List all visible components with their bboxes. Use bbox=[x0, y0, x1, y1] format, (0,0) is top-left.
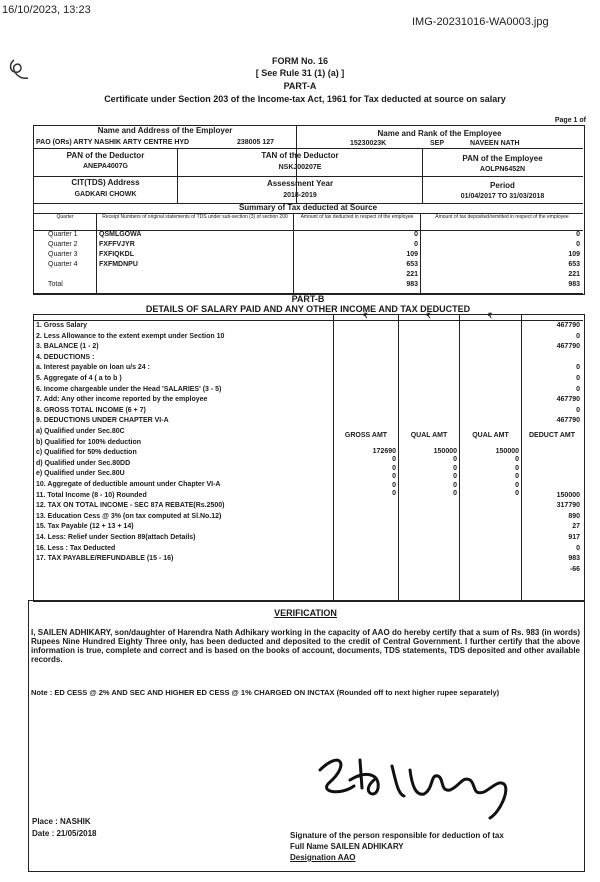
employee-name: NAVEEN NATH bbox=[470, 140, 520, 147]
deduction-qual2-value: 0 bbox=[515, 473, 519, 480]
rupee-2: ₹ bbox=[426, 313, 431, 320]
cit-value: GADKARI CHOWK bbox=[74, 191, 137, 198]
employee-rank: SEP bbox=[430, 140, 445, 147]
pen-scribble-icon bbox=[4, 52, 44, 86]
employer-code: 238005 127 bbox=[237, 139, 274, 146]
pan-deductor-value: ANEPA4007G bbox=[82, 163, 128, 170]
summary-deposited: 0 bbox=[576, 241, 580, 248]
salary-row-value: 983 bbox=[568, 555, 580, 562]
summary-receipt: FXFFVJYR bbox=[99, 241, 135, 248]
salary-row-label: d) Qualified under Sec.80DD bbox=[36, 460, 131, 467]
deduction-qual1-value: 0 bbox=[453, 473, 457, 480]
salary-row-label: 17. TAX PAYABLE/REFUNDABLE (15 - 16) bbox=[36, 555, 174, 562]
deduction-qual1-value: 0 bbox=[453, 456, 457, 463]
salary-row-value: 317790 bbox=[556, 502, 580, 509]
deduction-gross-value: 0 bbox=[392, 456, 396, 463]
deduction-gross-value: 0 bbox=[392, 482, 396, 489]
summary-receipt: FXFIQKDL bbox=[99, 251, 134, 258]
deduct-amt-header: DEDUCT AMT bbox=[528, 432, 575, 439]
salary-row-label: 14. Less: Relief under Section 89(attach Details) bbox=[36, 534, 196, 541]
summary-quarter: Quarter 1 bbox=[48, 231, 78, 238]
deduction-qual1-value: 0 bbox=[453, 490, 457, 497]
salary-row-label: 5. Aggregate of 4 ( a to b ) bbox=[36, 375, 122, 382]
file-name: IMG-20231016-WA0003.jpg bbox=[412, 16, 549, 28]
salary-row-label: a) Qualified under Sec.80C bbox=[36, 428, 125, 435]
summary-deposited: 109 bbox=[568, 251, 580, 258]
salary-row-value: 467790 bbox=[556, 396, 580, 403]
salary-row-value: 27 bbox=[572, 523, 580, 530]
part-b-title: PART-B bbox=[291, 294, 325, 304]
signature-label: Signature of the person responsible for deduction of tax bbox=[290, 831, 504, 840]
salary-row-value: 150000 bbox=[556, 492, 580, 499]
deduction-gross-value: 0 bbox=[392, 465, 396, 472]
summary-quarter: Total bbox=[48, 281, 63, 288]
salary-row-label: a. Interest payable on loan u/s 24 : bbox=[36, 364, 150, 371]
deduction-qual1-value: 150000 bbox=[433, 448, 457, 455]
employee-id: 15230023K bbox=[350, 140, 387, 147]
summary-quarter: Quarter 4 bbox=[48, 261, 78, 268]
summary-deducted: 109 bbox=[406, 251, 418, 258]
summary-deposited: 983 bbox=[568, 281, 580, 288]
deduction-qual2-value: 150000 bbox=[495, 448, 519, 455]
tan-deductor-label: TAN of the Deductor bbox=[261, 151, 339, 160]
salary-row-label: 7. Add: Any other income reported by the employee bbox=[36, 396, 208, 403]
col-quarter: Quarter bbox=[56, 214, 74, 220]
employee-label: Name and Rank of the Employee bbox=[377, 129, 502, 138]
gross-amt-header: GROSS AMT bbox=[344, 432, 388, 439]
salary-row-value: 890 bbox=[568, 513, 580, 520]
salary-row-value: 0 bbox=[576, 364, 580, 371]
pan-employee-value: AOLPN6452N bbox=[479, 166, 526, 173]
part-b-subtitle: DETAILS OF SALARY PAID AND ANY OTHER INCOME AND TAX DEDUCTED bbox=[145, 304, 471, 314]
salary-row-label: 8. GROSS TOTAL INCOME (6 + 7) bbox=[36, 407, 146, 414]
salary-row-value: 0 bbox=[576, 375, 580, 382]
salary-row-label: 4. DEDUCTIONS : bbox=[36, 354, 95, 361]
period-value: 01/04/2017 TO 31/03/2018 bbox=[460, 193, 545, 200]
deduction-qual2-value: 0 bbox=[515, 482, 519, 489]
summary-deducted: 0 bbox=[414, 231, 418, 238]
summary-quarter: Quarter 3 bbox=[48, 251, 78, 258]
col-receipt: Receipt Numbers of original statements of TDS under sub-section (3) of section 200 bbox=[102, 214, 288, 220]
summary-quarter: Quarter 2 bbox=[48, 241, 78, 248]
summary-deposited: 221 bbox=[568, 271, 580, 278]
rupee-1: ₹ bbox=[363, 313, 368, 320]
salary-row-label: 16. Less : Tax Deducted bbox=[36, 545, 116, 552]
assessment-year-value: 2018-2019 bbox=[283, 192, 317, 199]
summary-receipt: FXFMDNPU bbox=[99, 261, 138, 268]
verification-title: VERIFICATION bbox=[274, 608, 337, 618]
salary-row-label: b) Qualified for 100% deduction bbox=[36, 439, 142, 446]
salary-row-label: c) Qualified for 50% deduction bbox=[36, 449, 137, 456]
salary-row-value: 0 bbox=[576, 407, 580, 414]
deduction-gross-value: 0 bbox=[392, 473, 396, 480]
salary-row-label: 11. Total Income (8 - 10) Rounded bbox=[36, 492, 147, 499]
salary-row-label: 3. BALANCE (1 - 2) bbox=[36, 343, 99, 350]
verification-text: I, SAILEN ADHIKARY, son/daughter of Harendra Nath Adhikary working in the capacity of AAO do hereby certify that a sum of Rs. 983 (in words) Rupees Nine Hundred Eighty Three only, has been deducted and deposited to the credit of Central Government. I further certify that the above information is true, complete and correct and is based on the books of account, documents, TDS statements, TDS deposited and other available records. bbox=[31, 628, 580, 664]
summary-title: Summary of Tax deducted at Source bbox=[238, 203, 378, 212]
salary-row-value: 467790 bbox=[556, 322, 580, 329]
salary-row-label: 15. Tax Payable (12 + 13 + 14) bbox=[36, 523, 134, 530]
salary-row-value: 0 bbox=[576, 386, 580, 393]
form-rule: [ See Rule 31 (1) (a) ] bbox=[255, 68, 345, 78]
deduction-qual1-value: 0 bbox=[453, 465, 457, 472]
salary-row-value: 467790 bbox=[556, 343, 580, 350]
col-deposited: Amount of tax deposited/remitted in respect of the employee bbox=[435, 214, 569, 220]
designation: Designation AAO bbox=[290, 853, 356, 862]
summary-deducted: 0 bbox=[414, 241, 418, 248]
salary-row-label: 2. Less Allowance to the extent exempt under Section 10 bbox=[36, 333, 225, 340]
period-label: Period bbox=[490, 181, 515, 190]
salary-row-label: 6. Income chargeable under the Head 'SALARIES' (3 - 5) bbox=[36, 386, 222, 393]
deduction-gross-value: 172690 bbox=[372, 448, 396, 455]
pan-employee-label: PAN of the Employee bbox=[462, 154, 543, 163]
signature-image bbox=[300, 730, 540, 826]
form-title: FORM No. 16 bbox=[271, 56, 328, 66]
pan-deductor-label: PAN of the Deductor bbox=[66, 151, 145, 160]
salary-row-value: 0 bbox=[576, 333, 580, 340]
place: Place : NASHIK bbox=[32, 817, 91, 826]
summary-deducted: 653 bbox=[406, 261, 418, 268]
salary-row-label: 1. Gross Salary bbox=[36, 322, 87, 329]
summary-deposited: 653 bbox=[568, 261, 580, 268]
salary-row-value: -66 bbox=[569, 566, 580, 573]
cess-note: Note : ED CESS @ 2% AND SEC AND HIGHER ED CESS @ 1% CHARGED ON INCTAX (Rounded off to next higher rupee separately) bbox=[31, 688, 500, 697]
assessment-year-label: Assessment Year bbox=[266, 179, 334, 188]
deduction-qual2-value: 0 bbox=[515, 456, 519, 463]
salary-row-label: e) Qualified under Sec.80U bbox=[36, 470, 125, 477]
salary-row-label: 13. Education Cess @ 3% (on tax computed at Sl.No.12) bbox=[36, 513, 222, 520]
part-a-label: PART-A bbox=[283, 81, 317, 91]
date: Date : 21/05/2018 bbox=[32, 829, 97, 838]
deduction-qual2-value: 0 bbox=[515, 465, 519, 472]
certificate-title: Certificate under Section 203 of the Income-tax Act, 1961 for Tax deducted at source on salary bbox=[104, 94, 506, 104]
salary-row-value: 0 bbox=[576, 545, 580, 552]
employer-label: Name and Address of the Employer bbox=[97, 126, 233, 135]
deduction-qual2-value: 0 bbox=[515, 490, 519, 497]
timestamp: 16/10/2023, 13:23 bbox=[2, 4, 91, 16]
full-name: Full Name SAILEN ADHIKARY bbox=[290, 842, 404, 851]
salary-row-label: 9. DEDUCTIONS UNDER CHAPTER VI-A bbox=[36, 417, 169, 424]
employer-name: PAO (ORs) ARTY NASHIK ARTY CENTRE HYD bbox=[36, 139, 190, 146]
qual-amt-header-2: QUAL AMT bbox=[472, 432, 509, 439]
salary-row-label: 12. TAX ON TOTAL INCOME - SEC 87A REBATE(Rs.2500) bbox=[36, 502, 225, 509]
tan-deductor-value: NSKJ00207E bbox=[278, 164, 322, 171]
summary-deducted: 983 bbox=[406, 281, 418, 288]
col-deducted: Amount of tax deducted in respect of the employee bbox=[300, 214, 414, 220]
summary-deposited: 0 bbox=[576, 231, 580, 238]
salary-row-value: 917 bbox=[568, 534, 580, 541]
deduction-qual1-value: 0 bbox=[453, 482, 457, 489]
summary-deducted: 221 bbox=[406, 271, 418, 278]
rupee-3: ₹ bbox=[487, 313, 493, 320]
page-number: Page 1 of bbox=[554, 117, 586, 124]
salary-row-label: 10. Aggregate of deductible amount under Chapter VI-A bbox=[36, 481, 221, 488]
qual-amt-header-1: QUAL AMT bbox=[410, 432, 448, 439]
cit-label: CIT(TDS) Address bbox=[71, 178, 140, 187]
salary-row-value: 467790 bbox=[556, 417, 580, 424]
deduction-gross-value: 0 bbox=[392, 490, 396, 497]
summary-receipt: QSMLGOWA bbox=[99, 231, 142, 238]
